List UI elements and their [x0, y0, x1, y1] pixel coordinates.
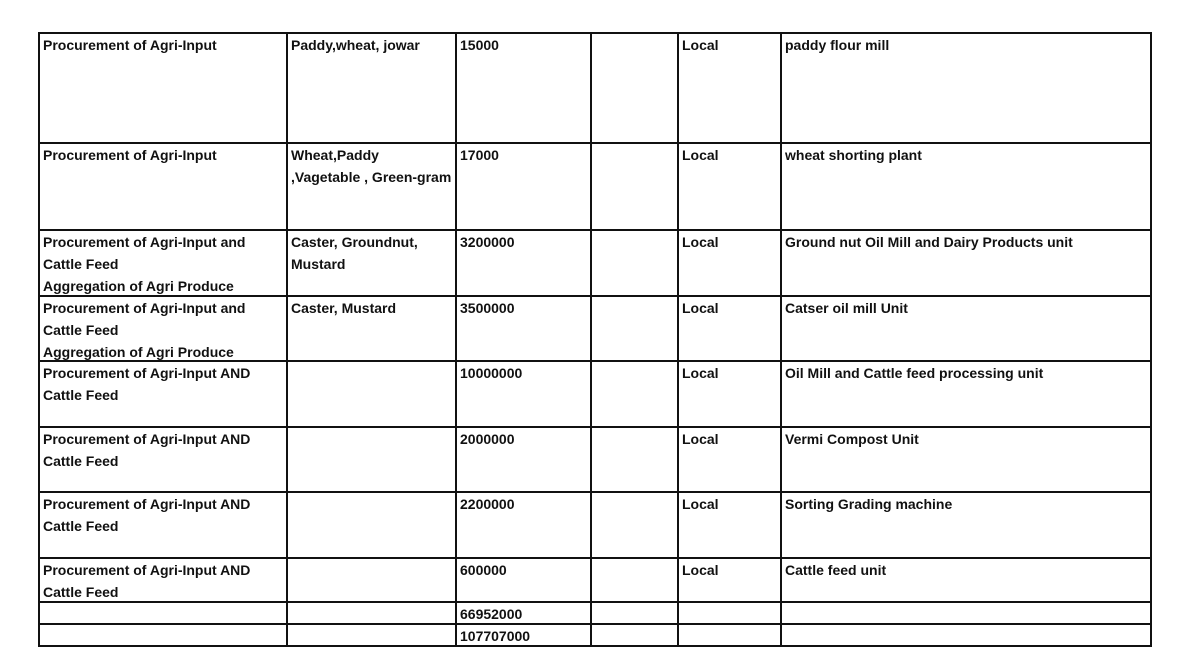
- unit-text: Sorting Grading machine: [785, 496, 953, 512]
- table-row: [39, 492, 1151, 558]
- data-table: [38, 32, 1152, 647]
- amount-text: 10000000: [460, 365, 523, 381]
- cell-amount: [456, 296, 591, 361]
- cell-unit: [781, 296, 1151, 361]
- table-row: [39, 296, 1151, 361]
- cell-activity: [39, 33, 287, 143]
- cell-blank: [591, 230, 678, 296]
- cell-market: [678, 33, 781, 143]
- market-text: Local: [682, 431, 719, 447]
- market-text: Local: [682, 562, 719, 578]
- unit-text: Catser oil mill Unit: [785, 300, 908, 316]
- amount-text: 17000: [460, 147, 499, 163]
- cell-crops: [287, 492, 456, 558]
- activity-text: Procurement of Agri-Input AND Cattle Feed: [43, 496, 251, 534]
- cell-amount: [456, 230, 591, 296]
- unit-text: paddy flour mill: [785, 37, 890, 53]
- unit-text: Oil Mill and Cattle feed processing unit: [785, 365, 1044, 381]
- market-text: Local: [682, 37, 719, 53]
- cell-activity: [39, 230, 287, 296]
- cell-crops: [287, 33, 456, 143]
- cell-blank: [591, 624, 678, 646]
- crops-text: Caster, Groundnut, Mustard: [291, 234, 418, 272]
- cell-blank: [591, 602, 678, 624]
- table-row: [39, 361, 1151, 427]
- amount-text: 15000: [460, 37, 499, 53]
- cell-crops: [287, 427, 456, 492]
- cell-activity: [39, 143, 287, 230]
- cell-blank: [591, 143, 678, 230]
- table-row: [39, 602, 1151, 624]
- crops-text: Wheat,Paddy ,Vagetable , Green-gram: [291, 147, 452, 185]
- crops-text: Caster, Mustard: [291, 300, 397, 316]
- cell-unit: [781, 492, 1151, 558]
- activity-text: Procurement of Agri-Input and Cattle Feed: [43, 300, 246, 338]
- cell-amount: [456, 624, 591, 646]
- cell-blank: [591, 558, 678, 602]
- activity2-text: Aggregation of Agri Produce: [43, 344, 234, 360]
- cell-market: [678, 427, 781, 492]
- cell-unit: [781, 143, 1151, 230]
- cell-blank: [591, 361, 678, 427]
- activity-text: Procurement of Agri-Input AND Cattle Feed: [43, 562, 251, 600]
- cell-activity: [39, 427, 287, 492]
- activity-text: Procurement of Agri-Input AND Cattle Feed: [43, 431, 251, 469]
- unit-text: Ground nut Oil Mill and Dairy Products unit: [785, 234, 1073, 250]
- activity-text: Procurement of Agri-Input AND Cattle Feed: [43, 365, 251, 403]
- unit-text: Cattle feed unit: [785, 562, 887, 578]
- table-row: [39, 143, 1151, 230]
- cell-crops: [287, 143, 456, 230]
- cell-unit: [781, 230, 1151, 296]
- cell-blank: [591, 296, 678, 361]
- cell-amount: [456, 492, 591, 558]
- cell-activity: [39, 558, 287, 602]
- table-row: [39, 427, 1151, 492]
- cell-unit: [781, 602, 1151, 624]
- unit-text: Vermi Compost Unit: [785, 431, 919, 447]
- cell-blank: [591, 427, 678, 492]
- cell-unit: [781, 624, 1151, 646]
- activity-text: Procurement of Agri-Input and Cattle Feed: [43, 234, 246, 272]
- table-row: [39, 624, 1151, 646]
- cell-market: [678, 602, 781, 624]
- cell-amount: [456, 33, 591, 143]
- cell-market: [678, 361, 781, 427]
- cell-unit: [781, 361, 1151, 427]
- amount-text: 2200000: [460, 496, 515, 512]
- market-text: Local: [682, 365, 719, 381]
- cell-activity: [39, 492, 287, 558]
- cell-activity: [39, 296, 287, 361]
- cell-amount: [456, 558, 591, 602]
- cell-activity: [39, 361, 287, 427]
- unit-text: wheat shorting plant: [785, 147, 922, 163]
- cell-blank: [591, 492, 678, 558]
- cell-unit: [781, 427, 1151, 492]
- activity-text: Procurement of Agri-Input: [43, 147, 217, 163]
- amount-text: 600000: [460, 562, 507, 578]
- amount-text: 107707000: [460, 628, 531, 644]
- cell-crops: [287, 296, 456, 361]
- cell-amount: [456, 602, 591, 624]
- cell-market: [678, 296, 781, 361]
- cell-amount: [456, 361, 591, 427]
- activity2-text: Aggregation of Agri Produce: [43, 278, 234, 294]
- amount-text: 3500000: [460, 300, 515, 316]
- cell-market: [678, 492, 781, 558]
- cell-market: [678, 624, 781, 646]
- market-text: Local: [682, 234, 719, 250]
- activity-text: Procurement of Agri-Input: [43, 37, 217, 53]
- cell-crops: [287, 361, 456, 427]
- crops-text: Paddy,wheat, jowar: [291, 37, 420, 53]
- cell-crops: [287, 230, 456, 296]
- cell-amount: [456, 427, 591, 492]
- cell-crops: [287, 602, 456, 624]
- table-row: [39, 558, 1151, 602]
- market-text: Local: [682, 147, 719, 163]
- cell-unit: [781, 33, 1151, 143]
- cell-market: [678, 143, 781, 230]
- amount-text: 3200000: [460, 234, 515, 250]
- cell-crops: [287, 624, 456, 646]
- cell-activity: [39, 624, 287, 646]
- cell-blank: [591, 33, 678, 143]
- cell-market: [678, 230, 781, 296]
- market-text: Local: [682, 496, 719, 512]
- cell-amount: [456, 143, 591, 230]
- amount-text: 66952000: [460, 606, 523, 622]
- market-text: Local: [682, 300, 719, 316]
- amount-text: 2000000: [460, 431, 515, 447]
- cell-activity: [39, 602, 287, 624]
- cell-crops: [287, 558, 456, 602]
- table-row: [39, 230, 1151, 296]
- cell-unit: [781, 558, 1151, 602]
- cell-market: [678, 558, 781, 602]
- table-row: [39, 33, 1151, 143]
